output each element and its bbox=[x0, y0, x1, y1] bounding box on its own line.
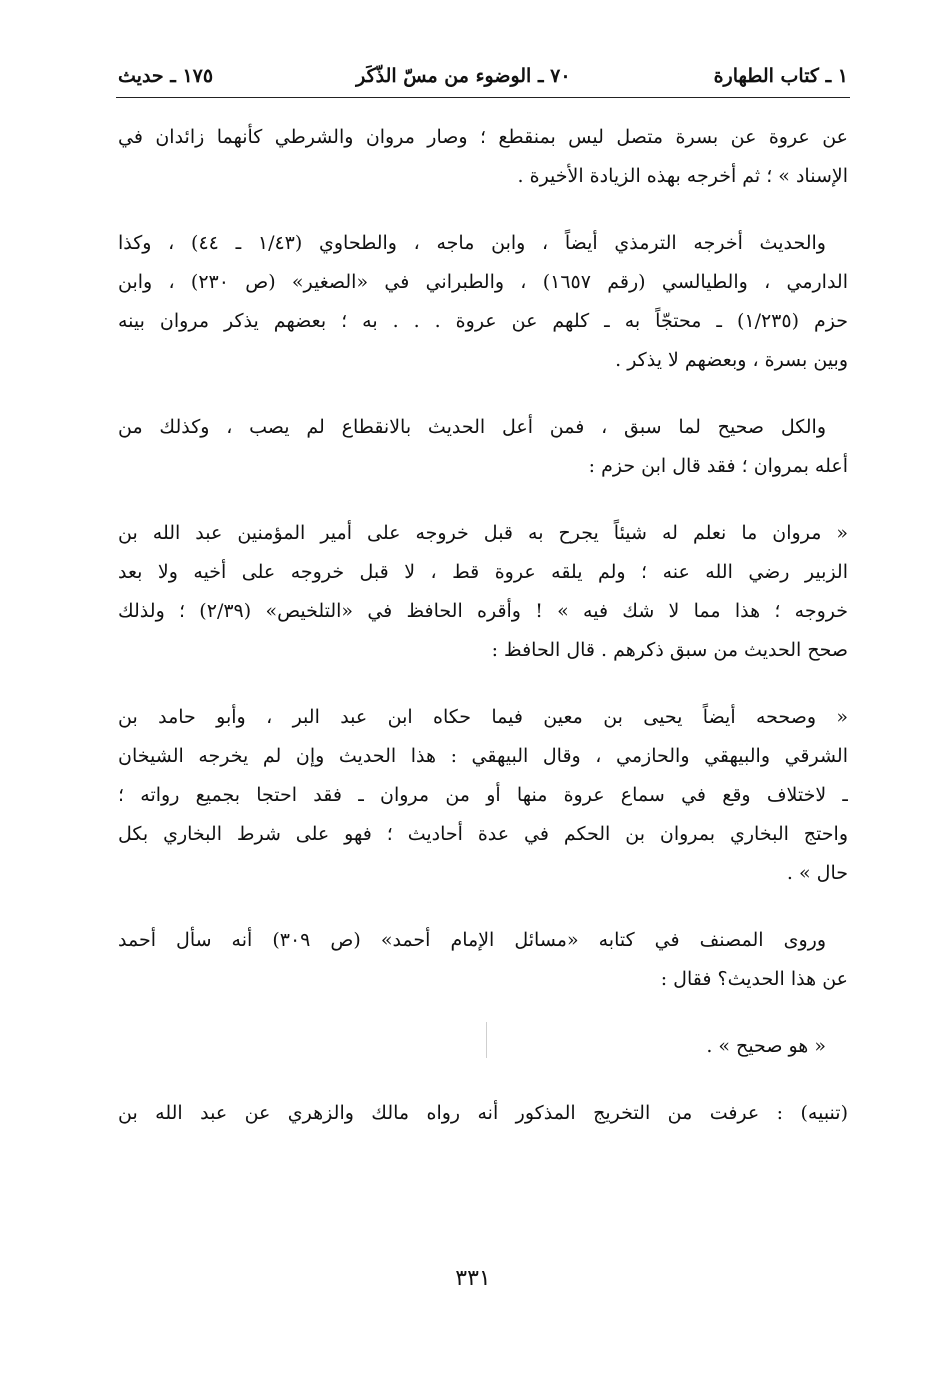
paragraph bbox=[118, 1094, 848, 1133]
header-chapter-title: ٧٠ ـ الوضوء من مسّ الذّكَر bbox=[356, 65, 571, 87]
text-line: أعله بمروان ؛ فقد قال ابن حزم : bbox=[588, 455, 848, 477]
text-line: (تنبيه) : عرفت من التخريج المذكور أنه رواه مالك والزهري عن عبد الله بن bbox=[118, 1102, 848, 1124]
paragraph bbox=[118, 408, 848, 486]
paragraph bbox=[118, 118, 848, 196]
text-line: « هو صحيح » . bbox=[706, 1035, 826, 1057]
text-line: الدارمي ، والطيالسي (رقم ١٦٥٧) ، والطبراني في «الصغير» (ص ٢٣٠) ، وابن bbox=[118, 271, 848, 293]
text-line: وروى المصنف في كتابه «مسائل الإمام أحمد» (ص ٣٠٩) أنه سأل أحمد bbox=[118, 929, 826, 951]
text-line: عن عروة عن بسرة متصل ليس بمنقطع ؛ وصار مروان والشرطي كأنهما زائدان في bbox=[118, 126, 848, 148]
paragraph bbox=[118, 921, 848, 999]
text-line: « وصححه أيضاً يحيى بن معين فيما حكاه ابن عبد البر ، وأبو حامد بن bbox=[118, 706, 848, 728]
header-hadith-number: ١٧٥ ـ حديث bbox=[118, 65, 214, 87]
scan-mark bbox=[486, 1022, 487, 1058]
page-number: ٣٣١ bbox=[455, 1266, 491, 1291]
text-line: الشرقي والبيهقي والحازمي ، وقال البيهقي : هذا الحديث وإن لم يخرجه الشيخان bbox=[118, 745, 848, 767]
header-rule bbox=[116, 97, 850, 98]
paragraph bbox=[118, 1027, 848, 1066]
header-book-title: ١ ـ كتاب الطهارة bbox=[713, 65, 848, 87]
text-line: صحح الحديث من سبق ذكرهم . قال الحافظ : bbox=[491, 639, 848, 661]
page-body bbox=[118, 118, 848, 1161]
text-line: الإسناد » ؛ ثم أخرجه بهذه الزيادة الأخيرة . bbox=[517, 165, 848, 187]
paragraph bbox=[118, 224, 848, 380]
text-line: واحتج البخاري بمروان بن الحكم في عدة أحاديث ؛ فهو على شرط البخاري بكل bbox=[118, 823, 848, 845]
text-line: حزم (١/٢٣٥) ـ محتجّاً به ـ كلهم عن عروة . . . به ؛ بعضهم يذكر مروان بينه bbox=[118, 310, 848, 332]
quotation-paragraph bbox=[118, 698, 848, 893]
running-header bbox=[118, 56, 848, 96]
text-line: خروجه ؛ هذا مما لا شك فيه » ! وأقره الحافظ في «التلخيص» (٢/٣٩) ؛ ولذلك bbox=[118, 600, 848, 622]
text-line: والحديث أخرجه الترمذي أيضاً ، وابن ماجه ، والطحاوي (١/٤٣ ـ ٤٤) ، وكذا bbox=[118, 232, 826, 254]
text-line: الزبير رضي الله عنه ؛ ولم يلقه عروة قط ، لا قبل خروجه على أخيه ولا بعد bbox=[118, 561, 848, 583]
quotation-paragraph bbox=[118, 514, 848, 670]
text-line: حال » . bbox=[786, 862, 848, 884]
text-line: والكل صحيح لما سبق ، فمن أعل الحديث بالانقطاع لم يصب ، وكذلك من bbox=[118, 416, 826, 438]
text-line: وبين بسرة ، وبعضهم لا يذكر . bbox=[615, 349, 848, 371]
text-line: « مروان ما نعلم له شيئاً يجرح به قبل خروجه على أمير المؤمنين عبد الله بن bbox=[118, 522, 848, 544]
text-line: عن هذا الحديث؟ فقال : bbox=[660, 968, 848, 990]
text-line: ـ لاختلاف وقع في سماع عروة منها أو من مروان ـ فقد احتجا بجميع رواته ؛ bbox=[118, 784, 848, 806]
